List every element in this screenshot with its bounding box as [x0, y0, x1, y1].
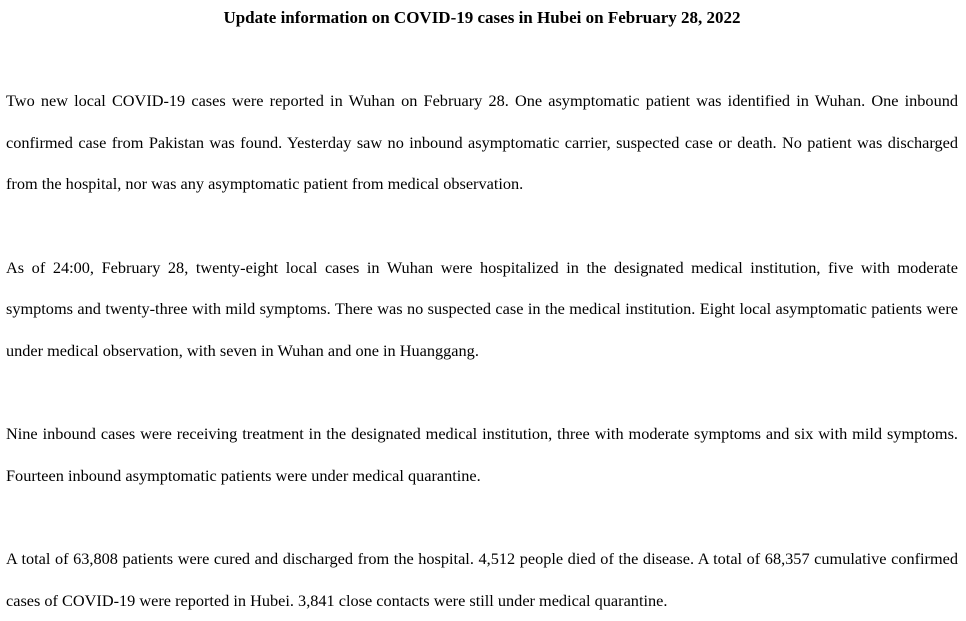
paragraph-totals: A total of 63,808 patients were cured and discharged from the hospital. 4,512 people died of the disease. A total of 68,357 cumulative confirmed cases of COVID-19 were reported in Hubei. 3,841 close contacts were still under medical quarantine.: [6, 549, 958, 610]
paragraph-inbound: Nine inbound cases were receiving treatment in the designated medical institution, three with moderate symptoms and six with mild symptoms. Fourteen inbound asymptomatic patients were under medical quarantine.: [6, 424, 958, 485]
paragraph-new-cases: Two new local COVID-19 cases were reported in Wuhan on February 28. One asymptomatic patient was identified in Wuhan. One inbound confirmed case from Pakistan was found. Yesterday saw no inbound asymptomatic carrier, suspected case or death. No patient was discharged from the hospital, nor was any asymptomatic patient from medical observation.: [6, 91, 958, 193]
paragraph-hospitalized: As of 24:00, February 28, twenty-eight local cases in Wuhan were hospitalized in the designated medical institution, five with moderate symptoms and twenty-three with mild symptoms. There was no suspected case in the medical institution. Eight local asymptomatic patients were under medical observation, with seven in Wuhan and one in Huanggang.: [6, 257, 958, 360]
document-title: Update information on COVID-19 cases in Hubei on February 28, 2022: [223, 8, 741, 27]
